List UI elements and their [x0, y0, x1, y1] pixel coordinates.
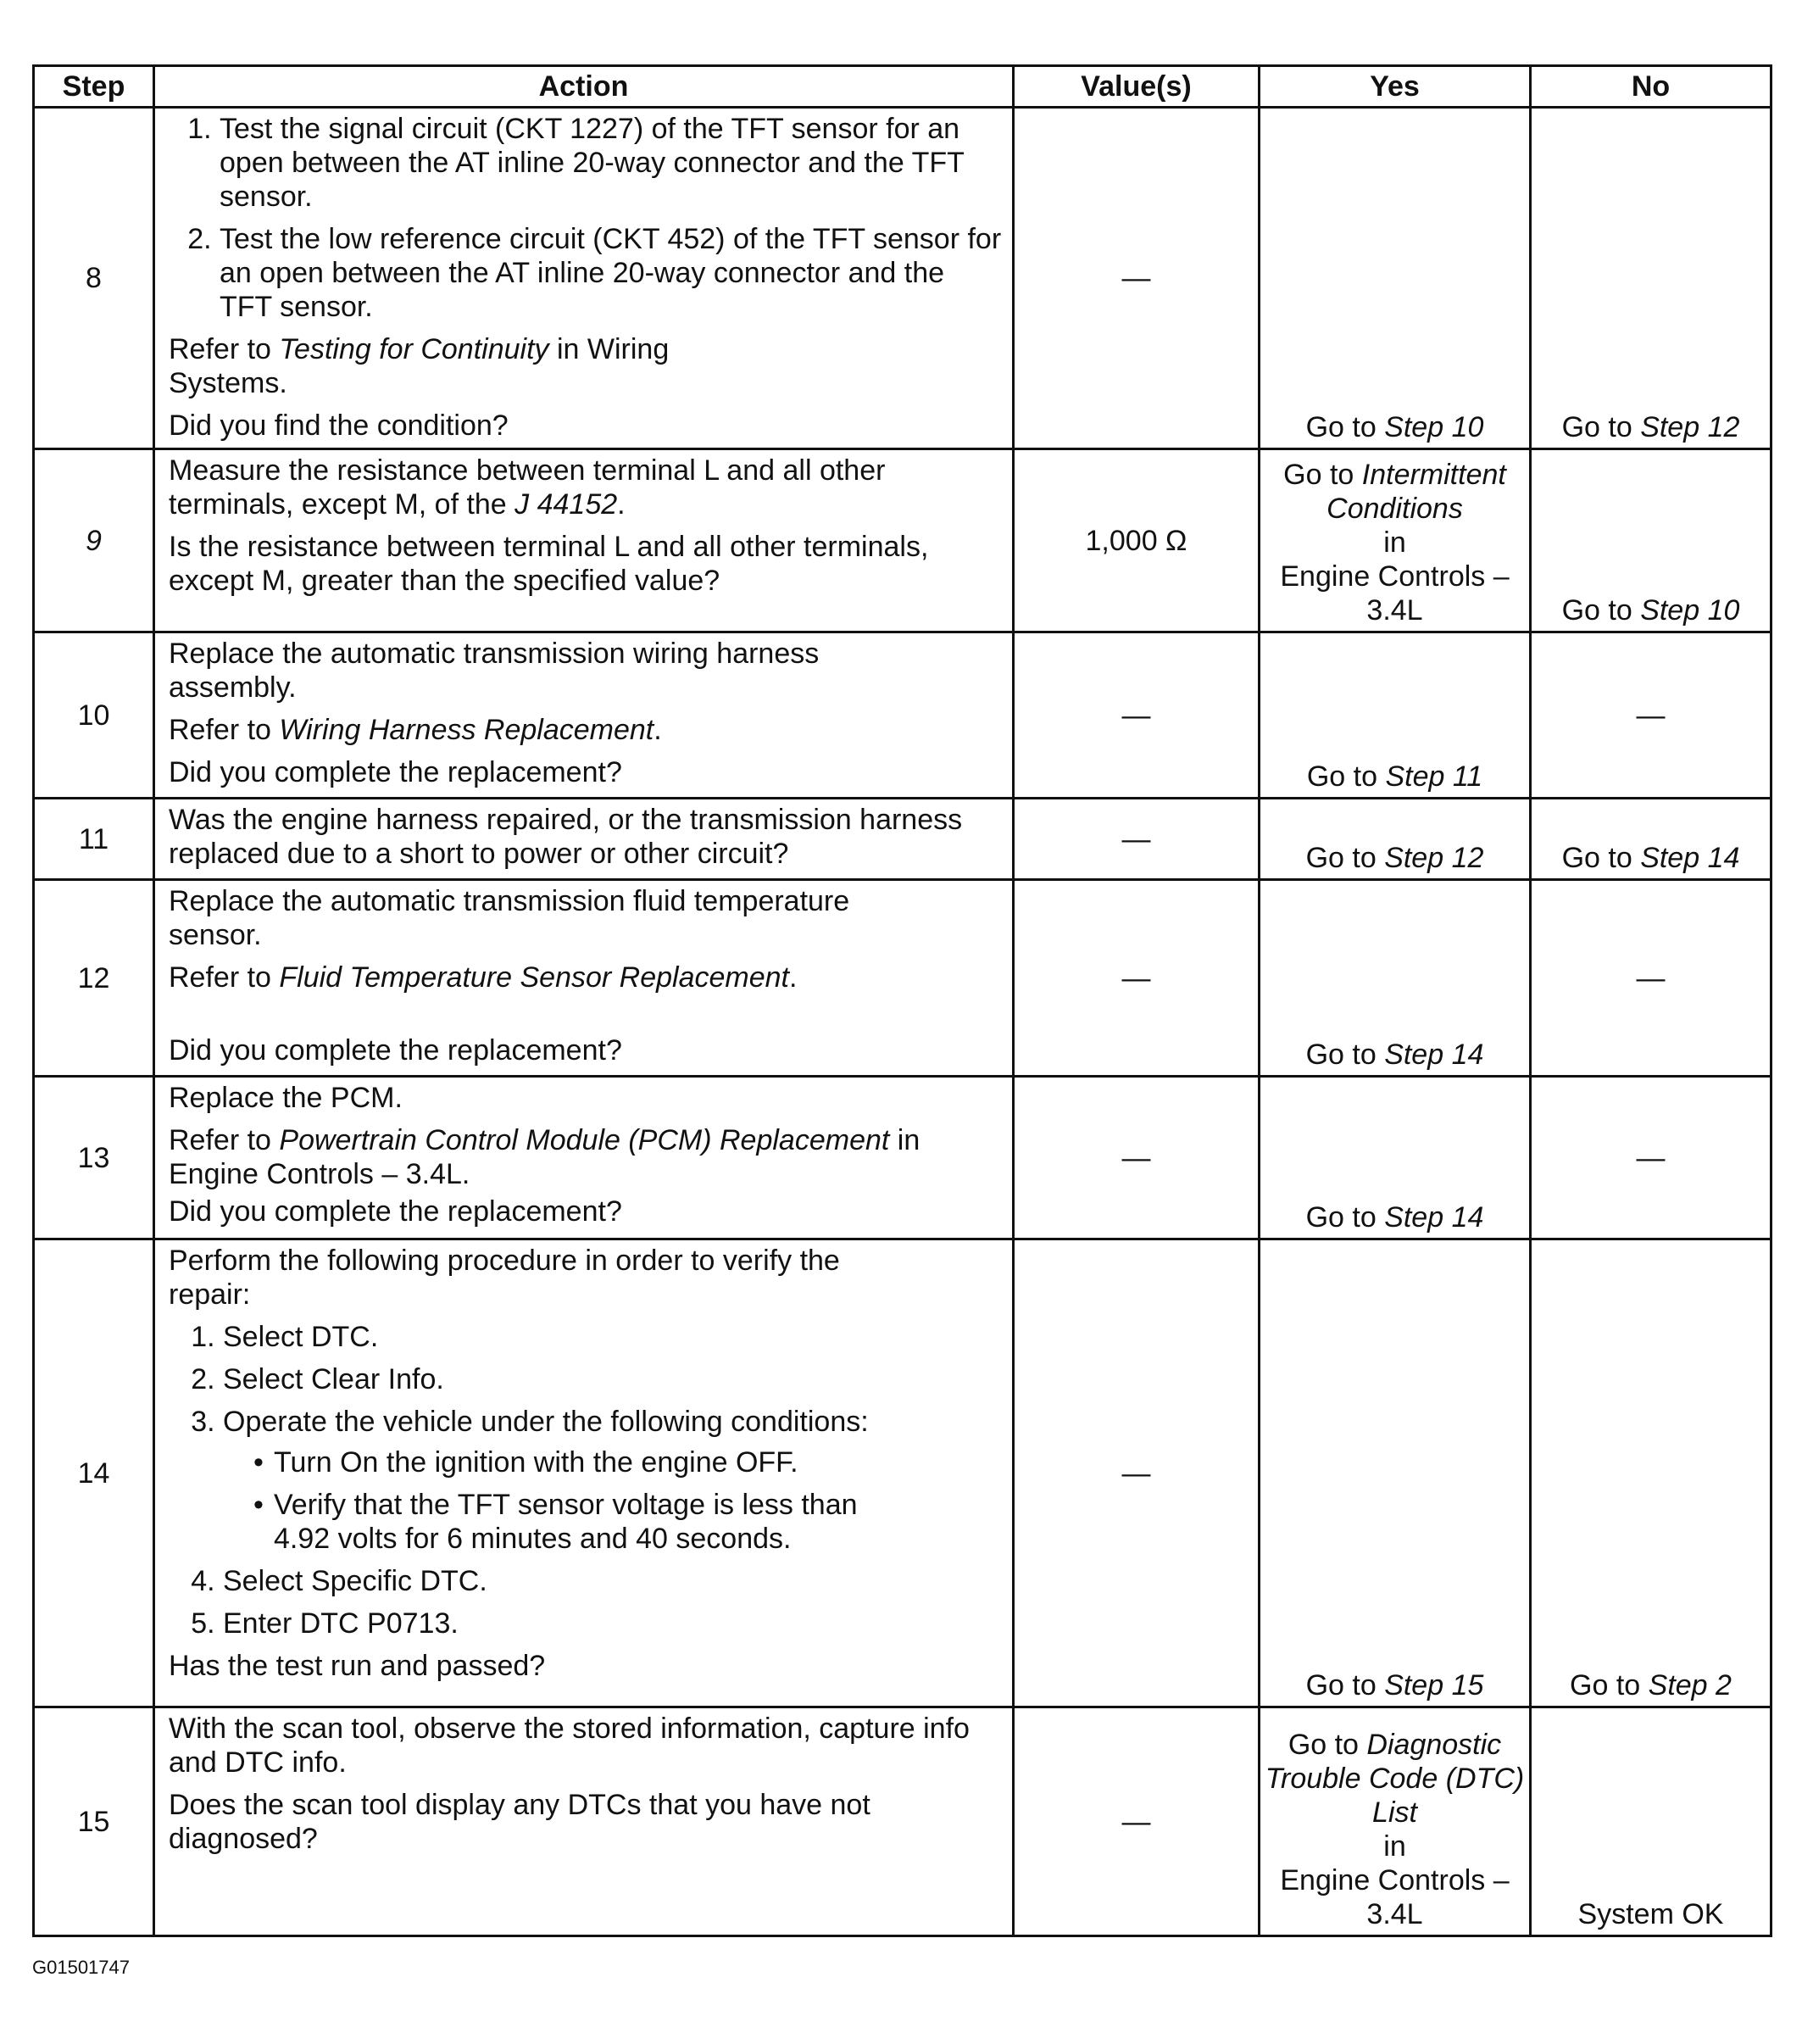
- table-row-step-8: [34, 108, 1771, 449]
- document-id: G01501747: [32, 1957, 130, 1978]
- yes-cell: Go to Step 12: [1260, 799, 1531, 880]
- step-number: 13: [34, 1077, 154, 1239]
- list-item: 2. Test the low reference circuit (CKT 452) of the TFT sensor for an open between the AT inline 20-way connector and the TFT sensor.: [220, 222, 1004, 324]
- question-text: Did you complete the replacement?: [169, 1034, 622, 1067]
- action-text: Replace the automatic transmission fluid temperature sensor.: [169, 885, 850, 951]
- bullet-item: • Turn On the ignition with the engine OFF.: [257, 1445, 1004, 1479]
- no-cell: System OK: [1531, 1707, 1771, 1936]
- table-row-step-12: [34, 880, 1771, 1077]
- value-cell: —: [1014, 799, 1260, 880]
- no-cell: Go to Step 2: [1531, 1239, 1771, 1707]
- value-cell: —: [1014, 1077, 1260, 1239]
- table-row-step-10: [34, 632, 1771, 799]
- reference-text: Refer to Testing for Continuity in Wiring Systems.: [169, 333, 670, 399]
- table-row-step-9: [34, 449, 1771, 632]
- action-cell: [154, 880, 1014, 1077]
- header-no: No: [1531, 66, 1771, 108]
- list-item: 3. Operate the vehicle under the following conditions: • Turn On the ignition with the engine OFF. • Verify that the TFT sensor voltage is less than 4.92 volts for 6 minutes and 40 seconds.: [223, 1405, 1004, 1556]
- question-text: Did you find the condition?: [169, 409, 509, 442]
- action-cell: [154, 632, 1014, 799]
- value-cell: —: [1014, 1707, 1260, 1936]
- action-cell: [154, 1707, 1014, 1936]
- header-values: Value(s): [1014, 66, 1260, 108]
- value-cell: —: [1014, 1239, 1260, 1707]
- action-text: Measure the resistance between terminal L and all other terminals, except M, of the J 44152.: [169, 454, 886, 521]
- yes-cell: Go to Step 15: [1260, 1239, 1531, 1707]
- list-item: 1. Select DTC.: [223, 1320, 1004, 1354]
- question-text: Is the resistance between terminal L and all other terminals, except M, greater than the specified value?: [169, 531, 929, 597]
- action-text: Perform the following procedure in order to verify the repair:: [169, 1245, 840, 1311]
- action-text: Replace the automatic transmission wiring harness assembly.: [169, 638, 820, 704]
- value-cell: —: [1014, 880, 1260, 1077]
- yes-cell: Go to Step 11: [1260, 632, 1531, 799]
- diagnostic-table: [32, 64, 1772, 1937]
- value-cell: —: [1014, 632, 1260, 799]
- question-text: Does the scan tool display any DTCs that you have not diagnosed?: [169, 1789, 870, 1855]
- question-text: Has the test run and passed?: [169, 1650, 546, 1682]
- bullet-item: • Verify that the TFT sensor voltage is less than 4.92 volts for 6 minutes and 40 seconds.: [257, 1488, 918, 1556]
- action-cell: [154, 1239, 1014, 1707]
- reference-text: Refer to Fluid Temperature Sensor Replacement.: [169, 961, 798, 994]
- value-cell: 1,000 Ω: [1014, 449, 1260, 632]
- table-row-step-14: [34, 1239, 1771, 1707]
- header-step: Step: [34, 66, 154, 108]
- no-cell: —: [1531, 880, 1771, 1077]
- question-text: Did you complete the replacement?: [169, 1195, 622, 1228]
- table-row-step-15: [34, 1707, 1771, 1936]
- list-item: 4. Select Specific DTC.: [223, 1564, 1004, 1598]
- list-item: 5. Enter DTC P0713.: [223, 1607, 1004, 1640]
- yes-cell: Go to Diagnostic Trouble Code (DTC) List in Engine Controls – 3.4L: [1260, 1707, 1531, 1936]
- question-text: Did you complete the replacement?: [169, 756, 622, 788]
- step-number: 11: [34, 799, 154, 880]
- step-number: 10: [34, 632, 154, 799]
- action-text: With the scan tool, observe the stored information, capture info and DTC info.: [169, 1713, 970, 1779]
- no-cell: —: [1531, 1077, 1771, 1239]
- action-cell: [154, 1077, 1014, 1239]
- reference-text: Refer to Powertrain Control Module (PCM) Replacement in Engine Controls – 3.4L.: [169, 1124, 920, 1190]
- yes-cell: Go to Intermittent Conditions in Engine Controls – 3.4L: [1260, 449, 1531, 632]
- header-row: [34, 66, 1771, 108]
- action-cell: [154, 799, 1014, 880]
- no-cell: Go to Step 12: [1531, 108, 1771, 449]
- action-text: Replace the PCM.: [169, 1082, 403, 1114]
- no-cell: Go to Step 10: [1531, 449, 1771, 632]
- table-row-step-13: [34, 1077, 1771, 1239]
- step-number: 14: [34, 1239, 154, 1707]
- no-cell: Go to Step 14: [1531, 799, 1771, 880]
- step-number: 9: [34, 449, 154, 632]
- value-cell: —: [1014, 108, 1260, 449]
- reference-text: Refer to Wiring Harness Replacement.: [169, 714, 662, 746]
- yes-cell: Go to Step 10: [1260, 108, 1531, 449]
- question-text: Was the engine harness repaired, or the transmission harness replaced due to a short to power or other circuit?: [169, 804, 963, 870]
- list-item: 1. Test the signal circuit (CKT 1227) of the TFT sensor for an open between the AT inline 20-way connector and the TFT sensor.: [220, 112, 1004, 214]
- step-number: 15: [34, 1707, 154, 1936]
- no-cell: —: [1531, 632, 1771, 799]
- yes-cell: Go to Step 14: [1260, 880, 1531, 1077]
- header-yes: Yes: [1260, 66, 1531, 108]
- table-row-step-11: [34, 799, 1771, 880]
- step-number: 12: [34, 880, 154, 1077]
- step-number: 8: [34, 108, 154, 449]
- yes-cell: Go to Step 14: [1260, 1077, 1531, 1239]
- action-cell: [154, 449, 1014, 632]
- action-cell: [154, 108, 1014, 449]
- list-item: 2. Select Clear Info.: [223, 1362, 1004, 1396]
- header-action: Action: [154, 66, 1014, 108]
